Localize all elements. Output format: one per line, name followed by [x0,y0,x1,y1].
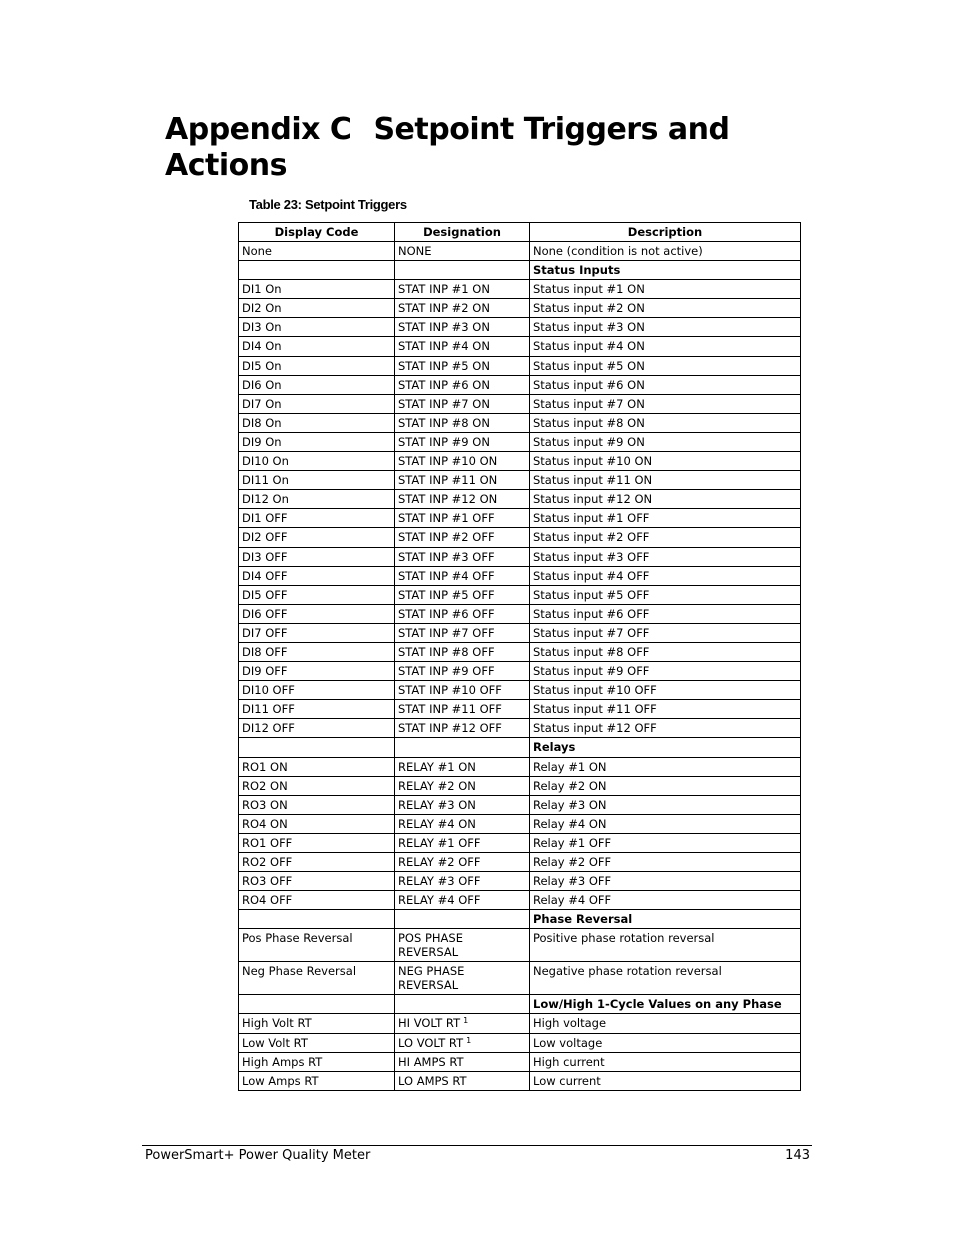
footnote-marker: 1 [466,1035,472,1045]
page-heading [165,112,805,184]
description-cell: Status input #1 ON [530,280,801,299]
display-code-cell: High Volt RT [239,1014,395,1033]
display-code-cell: DI12 On [239,490,395,509]
designation-text: STAT INP #5 OFF [398,587,495,602]
display-code-cell: DI8 On [239,413,395,432]
description-cell: Status input #3 OFF [530,547,801,566]
designation-text: STAT INP #2 ON [398,301,490,316]
designation-cell [395,833,530,852]
designation-text: POS PHASE REVERSAL [398,931,463,960]
description-cell: Status input #9 OFF [530,662,801,681]
designation-cell [395,547,530,566]
table-row [239,891,801,910]
designation-cell [395,1014,530,1033]
appendix-label: Appendix C [165,112,352,147]
designation-cell [395,891,530,910]
designation-cell [395,471,530,490]
designation-text: STAT INP #10 OFF [398,683,502,698]
table-section-row [239,738,801,757]
designation-text: HI VOLT RT [398,1016,461,1031]
designation-cell [395,242,530,261]
section-heading-cell: Low/High 1-Cycle Values on any Phase [530,995,801,1014]
designation-cell [395,681,530,700]
empty-cell [239,738,395,757]
table-row [239,547,801,566]
table-section-row [239,910,801,929]
designation-text: RELAY #3 OFF [398,874,481,889]
table-row [239,623,801,642]
designation-text: STAT INP #3 ON [398,320,490,335]
column-header-description: Description [530,223,801,242]
display-code-cell: Pos Phase Reversal [239,929,395,962]
display-code-cell: DI8 OFF [239,642,395,661]
designation-cell [395,929,530,962]
table-row [239,452,801,471]
designation-text: RELAY #3 ON [398,797,476,812]
column-header-designation: Designation [395,223,530,242]
display-code-cell: RO1 ON [239,757,395,776]
designation-cell [395,872,530,891]
table-row [239,375,801,394]
table-row [239,719,801,738]
table-row [239,795,801,814]
table-row [239,432,801,451]
designation-text: STAT INP #9 ON [398,434,490,449]
description-cell: High voltage [530,1014,801,1033]
designation-text: STAT INP #3 OFF [398,549,495,564]
description-cell: Relay #2 OFF [530,853,801,872]
designation-text: RELAY #2 OFF [398,855,481,869]
designation-text: NEG PHASE REVERSAL [398,964,465,993]
table-row [239,242,801,261]
designation-text: STAT INP #11 ON [398,473,498,488]
designation-cell [395,452,530,471]
designation-cell [395,604,530,623]
table-row [239,318,801,337]
description-cell: Status input #8 ON [530,413,801,432]
designation-text: STAT INP #6 OFF [398,606,495,621]
designation-cell [395,776,530,795]
designation-text: STAT INP #7 ON [398,396,490,411]
description-cell: Relay #1 ON [530,757,801,776]
description-cell: Status input #2 OFF [530,528,801,547]
designation-text: STAT INP #10 ON [398,454,498,469]
description-cell: Status input #4 OFF [530,566,801,585]
description-cell: Status input #5 OFF [530,585,801,604]
display-code-cell: DI11 OFF [239,700,395,719]
designation-cell [395,642,530,661]
appendix-title: Setpoint Triggers and Actions [165,112,730,183]
designation-text: RELAY #1 OFF [398,835,481,850]
empty-cell [395,261,530,280]
table-row [239,528,801,547]
designation-cell [395,394,530,413]
designation-cell [395,413,530,432]
designation-text: STAT INP #2 OFF [398,530,495,545]
description-cell: Status input #10 OFF [530,681,801,700]
table-row [239,681,801,700]
empty-cell [239,995,395,1014]
table-row [239,1052,801,1071]
description-cell: Low current [530,1071,801,1090]
display-code-cell: RO3 ON [239,795,395,814]
description-cell: Status input #6 OFF [530,604,801,623]
display-code-cell: DI6 OFF [239,604,395,623]
designation-text: RELAY #4 ON [398,816,476,831]
table-row [239,280,801,299]
table-row [239,337,801,356]
description-cell: Positive phase rotation reversal [530,929,801,962]
description-cell: Status input #12 OFF [530,719,801,738]
designation-text: STAT INP #1 ON [398,282,490,297]
description-cell: Status input #11 ON [530,471,801,490]
table-row [239,471,801,490]
table-row [239,509,801,528]
description-cell: Status input #12 ON [530,490,801,509]
designation-cell [395,585,530,604]
display-code-cell: DI1 On [239,280,395,299]
footer-product-name: PowerSmart+ Power Quality Meter [145,1148,371,1163]
footnote-marker: 1 [463,1016,469,1026]
display-code-cell: RO3 OFF [239,872,395,891]
section-heading-cell: Status Inputs [530,261,801,280]
display-code-cell: DI10 On [239,452,395,471]
description-cell: Relay #2 ON [530,776,801,795]
display-code-cell: DI2 On [239,299,395,318]
designation-text: STAT INP #8 OFF [398,644,495,659]
display-code-cell: DI10 OFF [239,681,395,700]
footer-page-number: 143 [785,1148,810,1163]
table-body [239,242,801,1091]
description-cell: Relay #3 ON [530,795,801,814]
table-row [239,929,801,962]
designation-text: LO VOLT RT [398,1035,464,1050]
description-cell: Status input #2 ON [530,299,801,318]
table-row [239,566,801,585]
empty-cell [239,261,395,280]
display-code-cell: DI12 OFF [239,719,395,738]
empty-cell [239,910,395,929]
table-row [239,872,801,891]
description-cell: Status input #5 ON [530,356,801,375]
designation-cell [395,566,530,585]
display-code-cell: DI9 On [239,432,395,451]
designation-text: STAT INP #5 ON [398,358,490,373]
description-cell: Status input #11 OFF [530,700,801,719]
designation-cell [395,1033,530,1052]
description-cell: High current [530,1052,801,1071]
designation-text: NONE [398,244,432,258]
display-code-cell: DI9 OFF [239,662,395,681]
footer-rule [142,1145,812,1146]
designation-cell [395,509,530,528]
designation-cell [395,662,530,681]
section-heading-cell: Phase Reversal [530,910,801,929]
description-cell: Status input #9 ON [530,432,801,451]
table-row [239,394,801,413]
designation-cell [395,795,530,814]
designation-text: STAT INP #12 OFF [398,721,502,736]
table-header-row [239,223,801,242]
display-code-cell: DI1 OFF [239,509,395,528]
table-row [239,604,801,623]
designation-text: STAT INP #9 OFF [398,664,495,679]
description-cell: Status input #8 OFF [530,642,801,661]
display-code-cell: DI7 On [239,394,395,413]
display-code-cell: RO2 ON [239,776,395,795]
table-caption: Table 23: Setpoint Triggers [249,197,407,212]
description-cell: Status input #6 ON [530,375,801,394]
display-code-cell: DI3 On [239,318,395,337]
column-header-display-code: Display Code [239,223,395,242]
designation-text: STAT INP #7 OFF [398,625,495,640]
description-cell: Status input #3 ON [530,318,801,337]
table-row [239,413,801,432]
display-code-cell: DI7 OFF [239,623,395,642]
table-row [239,1071,801,1090]
display-code-cell: DI4 OFF [239,566,395,585]
table-row [239,356,801,375]
designation-cell [395,528,530,547]
designation-text: HI AMPS RT [398,1054,464,1069]
display-code-cell: RO4 ON [239,814,395,833]
display-code-cell: DI6 On [239,375,395,394]
table-row [239,1014,801,1033]
table-section-row [239,995,801,1014]
designation-text: STAT INP #8 ON [398,415,490,430]
description-cell: Relay #3 OFF [530,872,801,891]
table-row [239,642,801,661]
display-code-cell: RO1 OFF [239,833,395,852]
display-code-cell: None [239,242,395,261]
display-code-cell: DI11 On [239,471,395,490]
description-cell: None (condition is not active) [530,242,801,261]
designation-cell [395,623,530,642]
display-code-cell: Neg Phase Reversal [239,962,395,995]
designation-cell [395,757,530,776]
display-code-cell: DI5 On [239,356,395,375]
designation-text: RELAY #4 OFF [398,893,481,908]
designation-text: LO AMPS RT [398,1073,467,1088]
table-row [239,1033,801,1052]
table-row [239,833,801,852]
table-row [239,662,801,681]
designation-cell [395,1052,530,1071]
table-row [239,757,801,776]
display-code-cell: RO2 OFF [239,853,395,872]
designation-text: STAT INP #4 OFF [398,568,495,583]
display-code-cell: High Amps RT [239,1052,395,1071]
designation-cell [395,375,530,394]
designation-cell [395,299,530,318]
description-cell: Relay #1 OFF [530,833,801,852]
description-cell: Status input #1 OFF [530,509,801,528]
display-code-cell: RO4 OFF [239,891,395,910]
designation-text: STAT INP #6 ON [398,377,490,392]
display-code-cell: Low Amps RT [239,1071,395,1090]
display-code-cell: DI3 OFF [239,547,395,566]
description-cell: Relay #4 ON [530,814,801,833]
designation-cell [395,280,530,299]
description-cell: Status input #4 ON [530,337,801,356]
description-cell: Low voltage [530,1033,801,1052]
designation-cell [395,432,530,451]
display-code-cell: Low Volt RT [239,1033,395,1052]
designation-cell [395,1071,530,1090]
description-cell: Status input #7 ON [530,394,801,413]
section-heading-cell: Relays [530,738,801,757]
table-row [239,962,801,995]
designation-text: STAT INP #12 ON [398,492,498,507]
display-code-cell: DI2 OFF [239,528,395,547]
table-row [239,814,801,833]
table-row [239,585,801,604]
designation-text: STAT INP #1 OFF [398,511,495,526]
table-section-row [239,261,801,280]
description-cell: Relay #4 OFF [530,891,801,910]
designation-text: STAT INP #4 ON [398,339,490,354]
designation-cell [395,853,530,872]
table-row [239,490,801,509]
designation-text: STAT INP #11 OFF [398,702,502,717]
designation-cell [395,814,530,833]
designation-cell [395,700,530,719]
designation-cell [395,318,530,337]
table-row [239,776,801,795]
empty-cell [395,738,530,757]
display-code-cell: DI5 OFF [239,585,395,604]
setpoint-triggers-table [238,222,801,1091]
designation-cell [395,490,530,509]
empty-cell [395,910,530,929]
designation-cell [395,356,530,375]
designation-cell [395,719,530,738]
table-row [239,853,801,872]
description-cell: Status input #7 OFF [530,623,801,642]
designation-text: RELAY #2 ON [398,778,476,793]
designation-cell [395,962,530,995]
description-cell: Status input #10 ON [530,452,801,471]
empty-cell [395,995,530,1014]
description-cell: Negative phase rotation reversal [530,962,801,995]
table-row [239,299,801,318]
designation-text: RELAY #1 ON [398,759,476,774]
display-code-cell: DI4 On [239,337,395,356]
designation-cell [395,337,530,356]
table-row [239,700,801,719]
